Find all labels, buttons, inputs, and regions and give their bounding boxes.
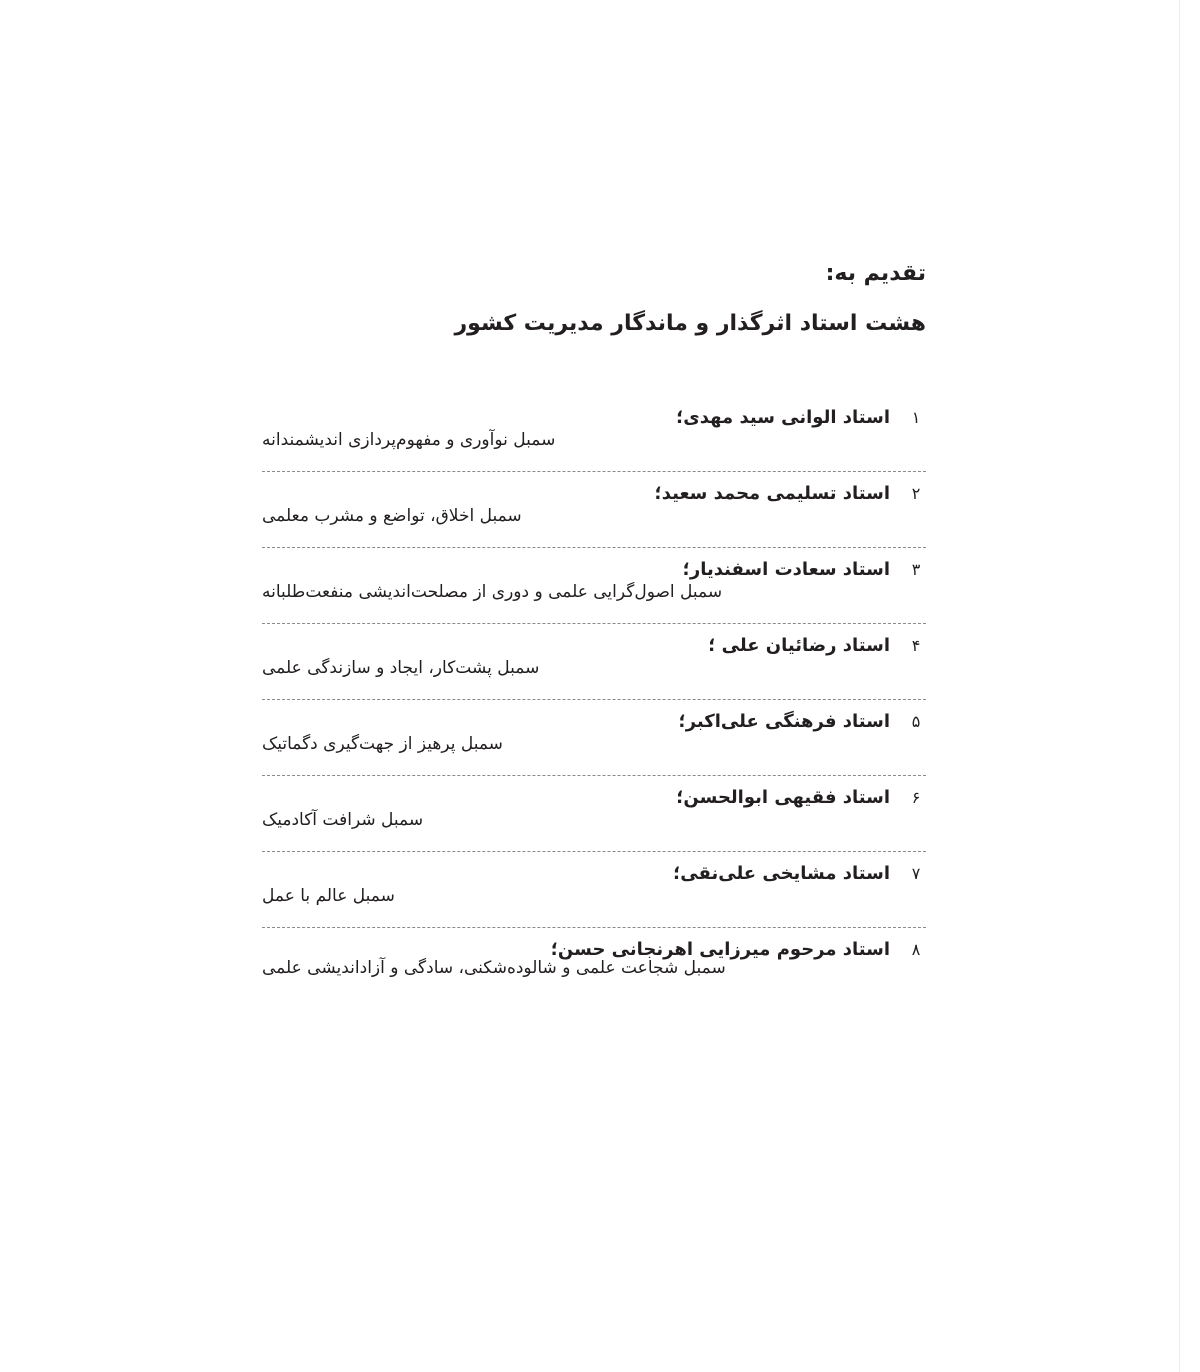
item-name: استاد فرهنگی علی‌اکبر؛	[678, 710, 890, 732]
item-number: ۱	[911, 407, 921, 427]
item-number: ۵	[911, 711, 921, 731]
item-number: ۳	[911, 559, 921, 579]
list-item	[262, 472, 926, 548]
item-description: سمبل شجاعت علمی و شالوده‌شکنی، سادگی و آزاداندیشی علمی	[262, 958, 726, 978]
item-name: استاد فقیهی ابوالحسن؛	[676, 786, 890, 808]
item-description: سمبل اصول‌گرایی علمی و دوری از مصلحت‌اندیشی منفعت‌طلبانه	[262, 582, 723, 602]
page-edge-line	[1179, 0, 1180, 1372]
dedication-subheading: هشت استاد اثرگذار و ماندگار مدیریت کشور	[454, 311, 926, 336]
list-item	[262, 548, 926, 624]
item-name: استاد سعادت اسفندیار؛	[682, 558, 890, 580]
dedication-page	[262, 258, 926, 1004]
list-item	[262, 852, 926, 928]
item-number: ۸	[911, 939, 921, 959]
dedication-list	[262, 396, 926, 1004]
item-description: سمبل پشت‌کار، ایجاد و سازندگی علمی	[262, 658, 540, 678]
item-name: استاد تسلیمی محمد سعید؛	[654, 482, 890, 504]
item-name: استاد مرحوم میرزایی اهرنجانی حسن؛	[550, 938, 890, 960]
item-number: ۶	[911, 787, 921, 807]
item-description: سمبل پرهیز از جهت‌گیری دگماتیک	[262, 734, 503, 754]
list-item	[262, 396, 926, 472]
item-number: ۷	[911, 863, 921, 883]
list-item	[262, 700, 926, 776]
item-name: استاد مشایخی علی‌نقی؛	[673, 862, 890, 884]
item-name: استاد رضائیان علی ؛	[708, 634, 890, 656]
item-description: سمبل اخلاق، تواضع و مشرب معلمی	[262, 506, 522, 526]
item-number: ۲	[911, 483, 921, 503]
item-name: استاد الوانی سید مهدی؛	[676, 406, 890, 428]
list-item	[262, 928, 926, 1004]
item-description: سمبل شرافت آکادمیک	[262, 810, 424, 830]
dedication-heading: تقدیم به:	[825, 261, 926, 286]
list-item	[262, 624, 926, 700]
list-item	[262, 776, 926, 852]
item-description: سمبل نوآوری و مفهوم‌پردازی اندیشمندانه	[262, 430, 556, 450]
item-number: ۴	[911, 635, 921, 655]
item-description: سمبل عالم با عمل	[262, 886, 395, 906]
